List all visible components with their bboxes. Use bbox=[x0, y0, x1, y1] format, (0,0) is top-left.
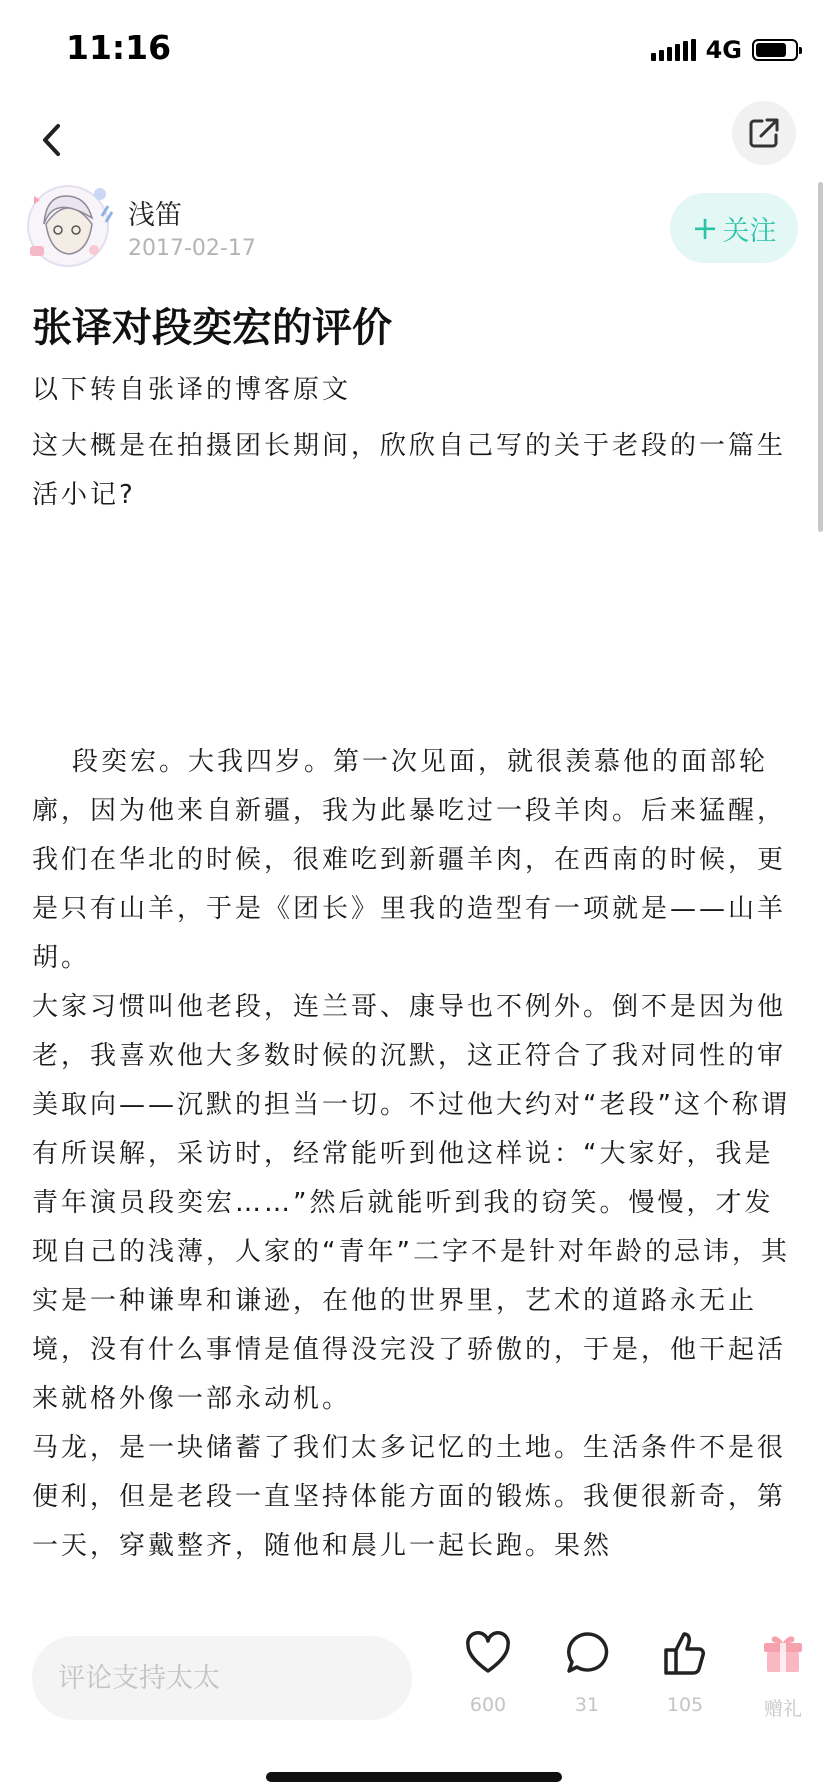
heart-icon bbox=[463, 1628, 513, 1678]
favorite-button[interactable] bbox=[443, 1628, 533, 1716]
bottom-action-bar bbox=[0, 1620, 828, 1792]
article-paragraph: 大家习惯叫他老段，连兰哥、康导也不例外。倒不是因为他老，我喜欢他大多数时候的沉默，这正符合了我对同性的审美取向——沉默的担当一切。不过他大约对“老段”这个称谓有所误解，采访时，经常能听到他这样说：“大家好，我是青年演员段奕宏……”然后就能听到我的窃笑。慢慢，才发现自己的浅薄，人家的“青年”二字不是针对年龄的忌讳，其实是一种谦卑和谦逊，在他的世界里，艺术的道路永无止境，没有什么事情是值得没完没了骄傲的，于是，他干起活来就格外像一部永动机。 bbox=[32, 992, 790, 1414]
gift-icon bbox=[758, 1628, 808, 1678]
plus-icon: + bbox=[691, 209, 719, 247]
avatar[interactable] bbox=[16, 176, 120, 272]
article-subintro: 这大概是在拍摄团长期间，欣欣自己写的关于老段的一篇生活小记? bbox=[32, 431, 787, 510]
article-body bbox=[32, 738, 794, 1571]
author-name[interactable]: 浅笛 bbox=[128, 200, 182, 231]
scrollbar[interactable] bbox=[818, 182, 823, 532]
likes-count: 105 bbox=[666, 1694, 704, 1716]
battery-icon bbox=[752, 39, 798, 61]
battery-fill bbox=[756, 43, 786, 57]
share-button[interactable] bbox=[732, 101, 796, 165]
thumbs-up-icon bbox=[660, 1628, 710, 1678]
article-paragraph: 马龙，是一块储蓄了我们太多记忆的土地。生活条件不是很便利，但是老段一直坚持体能方面的锻炼。我便很新奇，第一天，穿戴整齐，随他和晨儿一起长跑。果然 bbox=[32, 1433, 787, 1561]
article-intro: 以下转自张译的博客原文 bbox=[32, 375, 352, 405]
article-title: 张译对段奕宏的评价 bbox=[32, 305, 392, 351]
home-indicator bbox=[266, 1772, 562, 1782]
share-out-icon bbox=[746, 115, 782, 151]
avatar-illustration bbox=[16, 176, 120, 272]
article-paragraph: 段奕宏。大我四岁。第一次见面，就很羡慕他的面部轮廓，因为他来自新疆，我为此暴吃过一段羊肉。后来猛醒，我们在华北的时候，很难吃到新疆羊肉，在西南的时候，更是只有山羊，于是《团长》里我的造型有一项就是——山羊胡。 bbox=[32, 747, 787, 973]
like-button[interactable] bbox=[640, 1628, 730, 1716]
cellular-signal-icon bbox=[651, 39, 696, 61]
comment-input[interactable] bbox=[32, 1636, 412, 1720]
gift-label: 赠礼 bbox=[763, 1698, 802, 1720]
follow-label: 关注 bbox=[722, 215, 777, 247]
comments-button[interactable] bbox=[542, 1628, 632, 1716]
gift-button[interactable] bbox=[738, 1628, 828, 1721]
status-time: 11:16 bbox=[66, 28, 172, 67]
post-date: 2017-02-17 bbox=[128, 236, 256, 261]
network-type: 4G bbox=[705, 36, 742, 64]
status-indicators bbox=[651, 36, 798, 64]
follow-button[interactable] bbox=[670, 193, 798, 263]
status-bar bbox=[0, 0, 828, 100]
favorite-count: 600 bbox=[469, 1694, 507, 1716]
chevron-left-icon bbox=[40, 122, 64, 158]
back-button[interactable] bbox=[22, 110, 82, 170]
comment-bubble-icon bbox=[562, 1628, 612, 1678]
comments-count: 31 bbox=[574, 1694, 600, 1716]
